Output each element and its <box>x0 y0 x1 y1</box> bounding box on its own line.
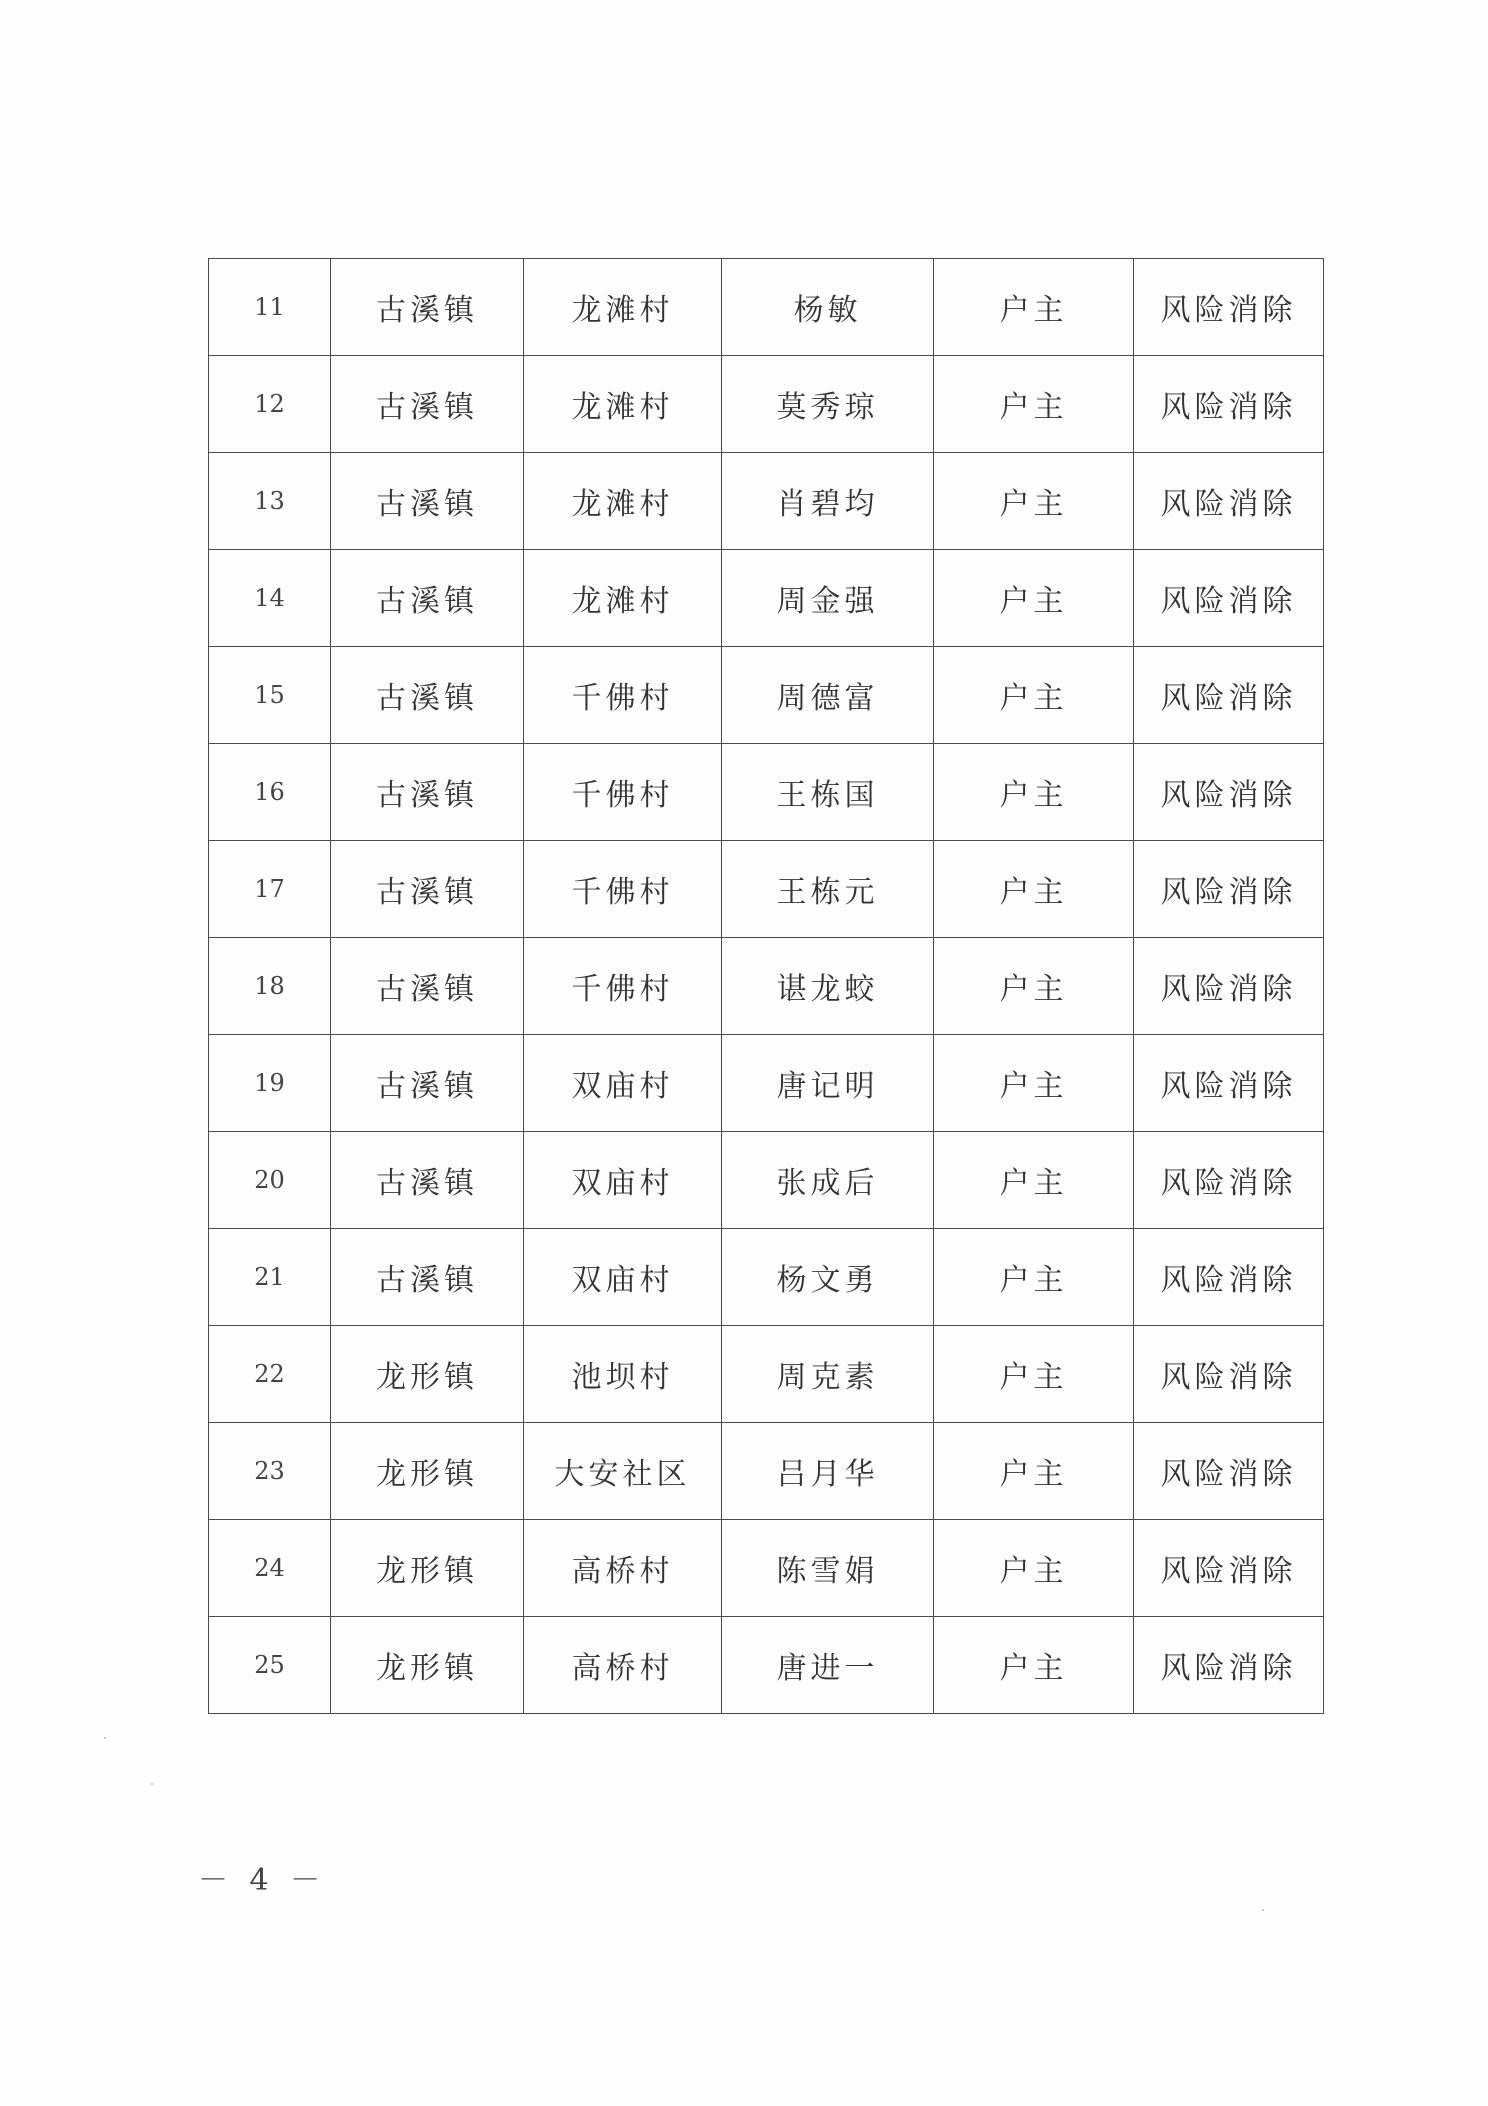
table-row <box>209 1229 1324 1326</box>
row-number-cell: 12 <box>209 356 331 453</box>
row-number-cell: 18 <box>209 938 331 1035</box>
name-cell: 唐进一 <box>722 1617 934 1714</box>
relation-cell: 户主 <box>934 647 1134 744</box>
relation-cell: 户主 <box>934 1617 1134 1714</box>
table-row <box>209 259 1324 356</box>
town-cell: 古溪镇 <box>331 1229 524 1326</box>
relation-cell: 户主 <box>934 1520 1134 1617</box>
village-cell: 高桥村 <box>524 1520 722 1617</box>
name-cell: 杨文勇 <box>722 1229 934 1326</box>
relation-cell: 户主 <box>934 938 1134 1035</box>
row-number-cell: 13 <box>209 453 331 550</box>
town-cell: 龙形镇 <box>331 1520 524 1617</box>
table-row <box>209 453 1324 550</box>
relation-cell: 户主 <box>934 356 1134 453</box>
town-cell: 龙形镇 <box>331 1326 524 1423</box>
table-row <box>209 841 1324 938</box>
village-cell: 池坝村 <box>524 1326 722 1423</box>
village-cell: 龙滩村 <box>524 453 722 550</box>
status-cell: 风险消除 <box>1134 1617 1324 1714</box>
relation-cell: 户主 <box>934 1423 1134 1520</box>
status-cell: 风险消除 <box>1134 1229 1324 1326</box>
table-row <box>209 647 1324 744</box>
status-cell: 风险消除 <box>1134 1326 1324 1423</box>
relation-cell: 户主 <box>934 1132 1134 1229</box>
status-cell: 风险消除 <box>1134 1035 1324 1132</box>
table-row <box>209 744 1324 841</box>
table-row <box>209 1520 1324 1617</box>
row-number-cell: 24 <box>209 1520 331 1617</box>
row-number-cell: 20 <box>209 1132 331 1229</box>
village-cell: 千佛村 <box>524 938 722 1035</box>
village-cell: 龙滩村 <box>524 356 722 453</box>
town-cell: 古溪镇 <box>331 550 524 647</box>
village-cell: 龙滩村 <box>524 550 722 647</box>
village-cell: 大安社区 <box>524 1423 722 1520</box>
town-cell: 古溪镇 <box>331 259 524 356</box>
relation-cell: 户主 <box>934 453 1134 550</box>
name-cell: 唐记明 <box>722 1035 934 1132</box>
table-row <box>209 1326 1324 1423</box>
table-row <box>209 1617 1324 1714</box>
status-cell: 风险消除 <box>1134 1132 1324 1229</box>
village-cell: 高桥村 <box>524 1617 722 1714</box>
row-number-cell: 25 <box>209 1617 331 1714</box>
town-cell: 古溪镇 <box>331 647 524 744</box>
table-row <box>209 1423 1324 1520</box>
scan-speck <box>151 1783 153 1785</box>
town-cell: 古溪镇 <box>331 1035 524 1132</box>
status-cell: 风险消除 <box>1134 453 1324 550</box>
status-cell: 风险消除 <box>1134 647 1324 744</box>
town-cell: 古溪镇 <box>331 938 524 1035</box>
village-cell: 双庙村 <box>524 1229 722 1326</box>
relation-cell: 户主 <box>934 1035 1134 1132</box>
status-cell: 风险消除 <box>1134 550 1324 647</box>
scan-speck <box>104 1737 106 1739</box>
name-cell: 张成后 <box>722 1132 934 1229</box>
town-cell: 古溪镇 <box>331 356 524 453</box>
row-number-cell: 19 <box>209 1035 331 1132</box>
table-row <box>209 938 1324 1035</box>
name-cell: 周德富 <box>722 647 934 744</box>
name-cell: 周金强 <box>722 550 934 647</box>
town-cell: 龙形镇 <box>331 1617 524 1714</box>
relation-cell: 户主 <box>934 1229 1134 1326</box>
village-cell: 双庙村 <box>524 1035 722 1132</box>
name-cell: 王栋国 <box>722 744 934 841</box>
village-cell: 千佛村 <box>524 841 722 938</box>
status-cell: 风险消除 <box>1134 356 1324 453</box>
town-cell: 龙形镇 <box>331 1423 524 1520</box>
relation-cell: 户主 <box>934 259 1134 356</box>
row-number-cell: 21 <box>209 1229 331 1326</box>
status-cell: 风险消除 <box>1134 1520 1324 1617</box>
table-row <box>209 1035 1324 1132</box>
row-number-cell: 23 <box>209 1423 331 1520</box>
name-cell: 陈雪娟 <box>722 1520 934 1617</box>
town-cell: 古溪镇 <box>331 841 524 938</box>
row-number-cell: 22 <box>209 1326 331 1423</box>
relation-cell: 户主 <box>934 1326 1134 1423</box>
row-number-cell: 16 <box>209 744 331 841</box>
table-row <box>209 356 1324 453</box>
status-cell: 风险消除 <box>1134 259 1324 356</box>
status-cell: 风险消除 <box>1134 744 1324 841</box>
name-cell: 吕月华 <box>722 1423 934 1520</box>
town-cell: 古溪镇 <box>331 744 524 841</box>
name-cell: 莫秀琼 <box>722 356 934 453</box>
name-cell: 肖碧均 <box>722 453 934 550</box>
row-number-cell: 11 <box>209 259 331 356</box>
name-cell: 谌龙蛟 <box>722 938 934 1035</box>
name-cell: 周克素 <box>722 1326 934 1423</box>
name-cell: 杨敏 <box>722 259 934 356</box>
row-number-cell: 14 <box>209 550 331 647</box>
village-cell: 千佛村 <box>524 744 722 841</box>
table-row <box>209 1132 1324 1229</box>
status-cell: 风险消除 <box>1134 1423 1324 1520</box>
relation-cell: 户主 <box>934 550 1134 647</box>
town-cell: 古溪镇 <box>331 453 524 550</box>
village-cell: 双庙村 <box>524 1132 722 1229</box>
status-cell: 风险消除 <box>1134 938 1324 1035</box>
row-number-cell: 17 <box>209 841 331 938</box>
page-number: － 4 － <box>198 1863 327 1898</box>
name-cell: 王栋元 <box>722 841 934 938</box>
row-number-cell: 15 <box>209 647 331 744</box>
table-row <box>209 550 1324 647</box>
record-table <box>208 258 1324 1714</box>
town-cell: 古溪镇 <box>331 1132 524 1229</box>
village-cell: 千佛村 <box>524 647 722 744</box>
village-cell: 龙滩村 <box>524 259 722 356</box>
scan-speck <box>1262 1909 1264 1911</box>
relation-cell: 户主 <box>934 841 1134 938</box>
relation-cell: 户主 <box>934 744 1134 841</box>
status-cell: 风险消除 <box>1134 841 1324 938</box>
record-table-body <box>209 259 1324 1714</box>
